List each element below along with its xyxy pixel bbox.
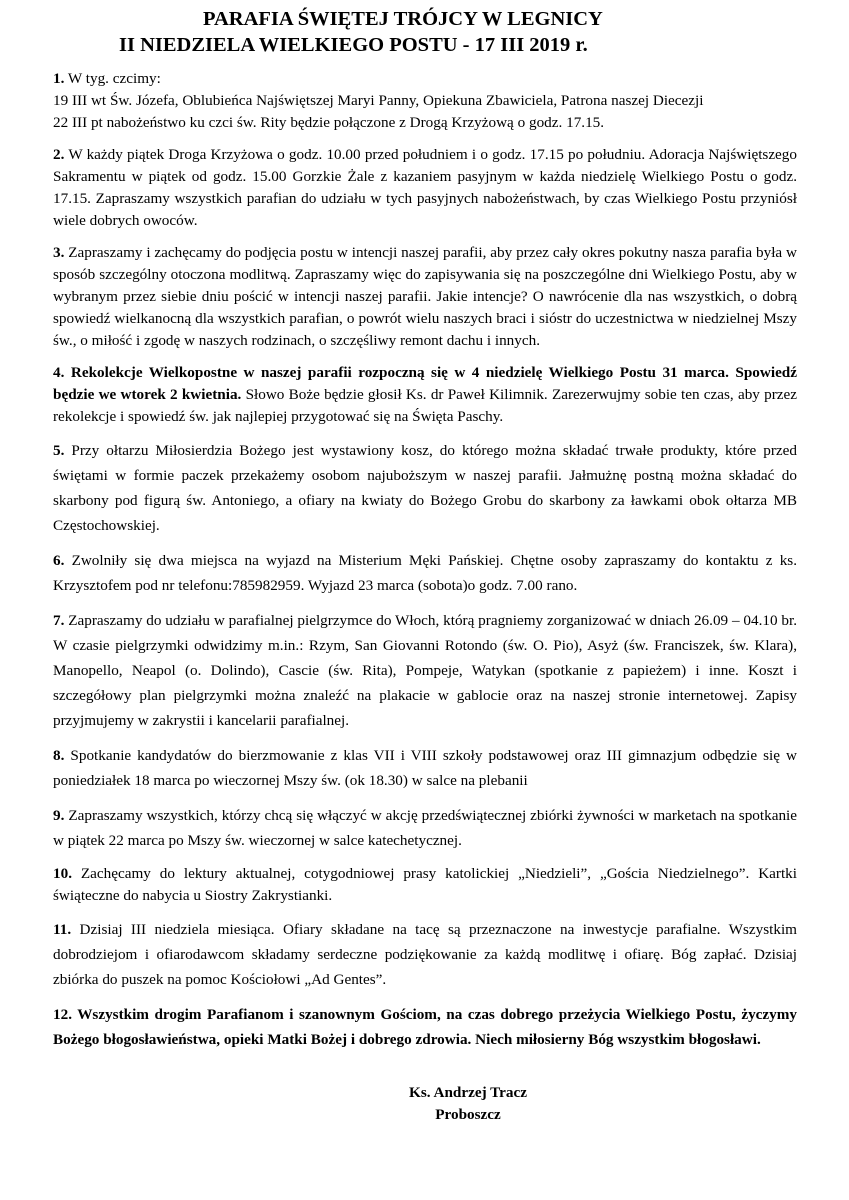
announcement-11	[53, 917, 797, 992]
announcement-number: 2.	[53, 146, 65, 163]
announcement-number: 12.	[53, 1006, 72, 1023]
announcement-bold-text: Rekolekcje Wielkopostne w naszej parafii rozpoczną się w 4 niedzielę Wielkiego Postu 31 marca. Spowiedź będzie we wtorek 2 kwietnia.	[53, 364, 797, 403]
announcement-1	[53, 68, 797, 134]
signature-block	[383, 1082, 553, 1126]
announcement-number: 5.	[53, 442, 65, 459]
announcement-6	[53, 548, 797, 598]
announcement-text: Przy ołtarzu Miłosierdzia Bożego jest wystawiony kosz, do którego można składać trwałe produkty, które przed świętami w formie paczek przekażemy osobom najuboższym w naszej parafii. Jałmużnę postną można składać do skarbony pod figurą św. Antoniego, a ofiary na kwiaty do Bożego Grobu do skarbony za ławkami obok ołtarza MB Częstochowskiej.	[53, 442, 797, 534]
announcement-number: 4.	[53, 364, 65, 381]
closing-wishes	[53, 1002, 797, 1052]
announcement-number: 1.	[53, 70, 65, 87]
announcement-text: Zwolniły się dwa miejsca na wyjazd na Misterium Męki Pańskiej. Chętne osoby zapraszamy do kontaktu z ks. Krzysztofem pod nr telefonu:785982959. Wyjazd 23 marca (sobota)o godz. 7.00 rano.	[53, 552, 797, 594]
announcement-text: Słowo Boże będzie głosił Ks. dr Paweł Kilimnik. Zarezerwujmy sobie ten czas, aby przez rekolekcje i spowiedź św. jak najlepiej przygotować się na Święta Paschy.	[53, 386, 798, 425]
signature-name: Ks. Andrzej Tracz	[409, 1084, 527, 1101]
closing-text: Wszystkim drogim Parafianom i szanownym Gościom, na czas dobrego przeżycia Wielkiego Postu, życzymy Bożego błogosławieństwa, opieki Matki Bożej i dobrego zdrowia. Niech miłosierny Bóg wszystkim błogosławi.	[53, 1006, 797, 1048]
announcement-text: Spotkanie kandydatów do bierzmowanie z klas VII i VIII szkoły podstawowej oraz III gimnazjum odbędzie się w poniedziałek 18 marca po wieczornej Mszy św. (ok 18.30) w salce na plebanii	[53, 747, 797, 789]
announcement-number: 7.	[53, 612, 65, 629]
announcement-number: 8.	[53, 747, 65, 764]
announcement-number: 11.	[53, 921, 72, 938]
announcement-text: Zachęcamy do lektury aktualnej, cotygodniowej prasy katolickiej „Niedzieli”, „Gościa Niedzielnego”. Kartki świąteczne do nabycia u Siostry Zakrystianki.	[53, 865, 797, 904]
announcement-number: 9.	[53, 807, 65, 824]
announcement-line: 19 III wt Św. Józefa, Oblubieńca Najświętszej Maryi Panny, Opiekuna Zbawiciela, Patrona naszej Diecezji	[53, 92, 704, 109]
announcement-5	[53, 438, 797, 538]
announcement-text: Zapraszamy wszystkich, którzy chcą się włączyć w akcję przedświątecznej zbiórki żywności w marketach na spotkanie w piątek 22 marca po Mszy św. wieczornej w salce katechetycznej.	[53, 807, 797, 849]
sunday-title: II NIEDZIELA WIELKIEGO POSTU - 17 III 2019 r.	[119, 34, 588, 56]
announcement-number: 3.	[53, 244, 65, 261]
announcement-10	[53, 863, 797, 907]
announcement-4	[53, 362, 797, 428]
announcement-number: 6.	[53, 552, 65, 569]
announcement-7	[53, 608, 797, 733]
announcement-text: Zapraszamy i zachęcamy do podjęcia postu w intencji naszej parafii, aby przez cały okres pokutny nasza parafia była w sposób szczególny otoczona modlitwą. Zapraszamy więc do zapisywania się na poszczególne dni Wielkiego Postu, aby w wybranym przez siebie dniu pościć w intencji naszej parafii. Jakie intencje? O nawrócenie dla nas wszystkich, o dobrą spowiedź wielkanocną dla wszystkich parafian, o powrót wielu naszych braci i sióstr do uczestnictwa w niedzielnej Mszy św., o miłość i zgodę w naszych rodzinach, o szczęśliwy remont dachu i innych.	[53, 244, 798, 349]
announcement-3	[53, 242, 797, 352]
announcement-text: W tyg. czcimy:	[67, 70, 161, 87]
announcement-8	[53, 743, 797, 793]
signature-role: Proboszcz	[435, 1106, 501, 1123]
announcement-9	[53, 803, 797, 853]
announcement-text: Zapraszamy do udziału w parafialnej pielgrzymce do Włoch, którą pragniemy zorganizować w dniach 26.09 – 04.10 br. W czasie pielgrzymki odwidzimy m.in.: Rzym, San Giovanni Rotondo (św. O. Pio), Asyż (św. Franciszek, św. Klara), Manopello, Neapol (o. Dolindo), Cascie (św. Rita), Pompeje, Watykan (spotkanie z papieżem) i inne. Koszt i szczegółowy plan pielgrzymki można znaleźć na plakacie w gablocie oraz na naszej stronie internetowej. Zapisy przyjmujemy w zakrystii i kancelarii parafialnej.	[53, 612, 797, 729]
parish-title: PARAFIA ŚWIĘTEJ TRÓJCY W LEGNICY	[203, 8, 603, 30]
announcement-text: W każdy piątek Droga Krzyżowa o godz. 10.00 przed południem i o godz. 17.15 po południu. Adoracja Najświętszego Sakramentu w piątek od godz. 15.00 Gorzkie Żale z kazaniem pasyjnym w każda niedzielę Wielkiego Postu o godz. 17.15. Zapraszamy wszystkich parafian do udziału w tych pasyjnych nabożeństwach, by czas Wielkiego Postu przyniósł wiele dobrych owoców.	[53, 146, 797, 229]
announcement-text: Dzisiaj III niedziela miesiąca. Ofiary składane na tacę są przeznaczone na inwestycje parafialne. Wszystkim dobrodziejom i ofiarodawcom składamy serdeczne podziękowanie za każdą modlitwę i ofiarę. Bóg zapłać. Dzisiaj zbiórka do puszek na pomoc Kościołowi „Ad Gentes”.	[53, 921, 797, 988]
announcement-2	[53, 144, 797, 232]
announcement-line: 22 III pt nabożeństwo ku czci św. Rity będzie połączone z Drogą Krzyżową o godz. 17.15.	[53, 114, 605, 131]
announcement-number: 10.	[53, 865, 72, 882]
